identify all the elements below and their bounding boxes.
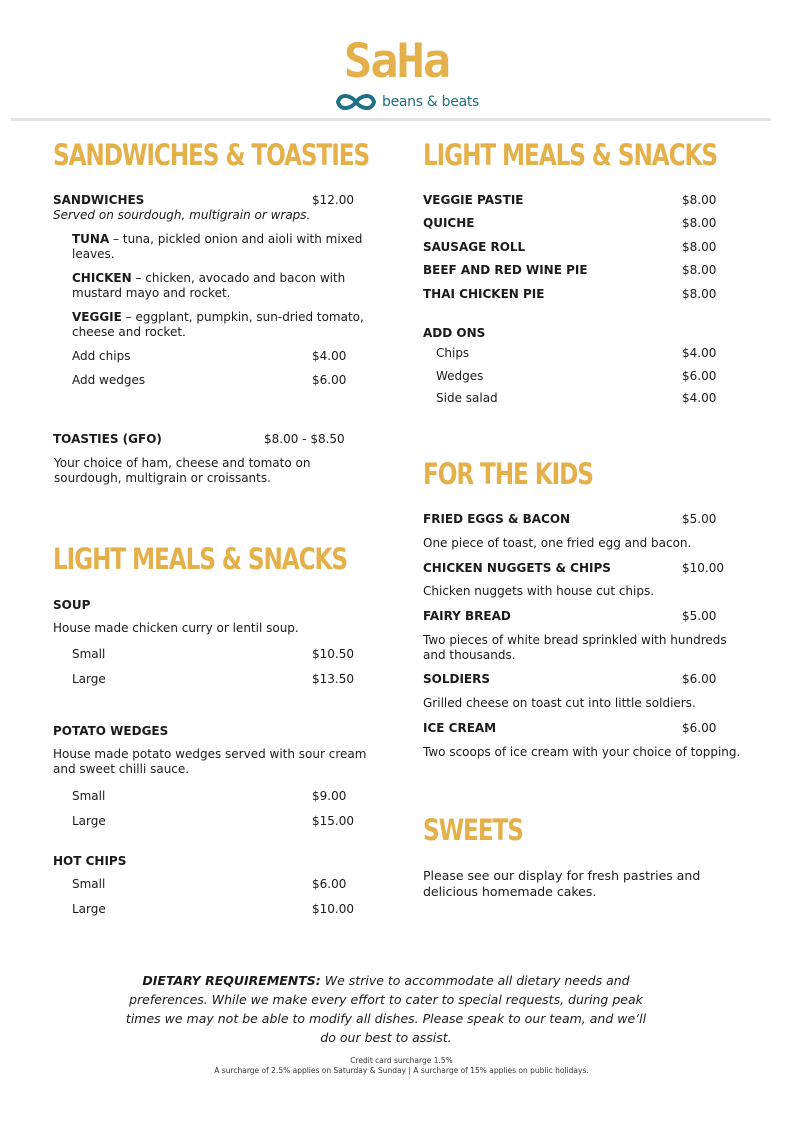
addon-label: Side salad bbox=[436, 391, 498, 405]
kids-item-desc: Chicken nuggets with house cut chips. bbox=[423, 584, 655, 598]
filling-chicken bbox=[72, 271, 367, 301]
kids-item-price: $6.00 bbox=[682, 721, 717, 735]
size-label: Large bbox=[72, 814, 106, 828]
dietary-text: We strive to accommodate all dietary needs and preferences. While we make every effort to cater to special requests, during peak times we may not be able to modify all dishes. Please speak to our team, and we’ll do our best to assist. bbox=[125, 973, 647, 1045]
snack-item-price: $8.00 bbox=[682, 287, 717, 301]
dietary-notice bbox=[120, 971, 652, 1047]
snack-item-price: $8.00 bbox=[682, 240, 717, 254]
kids-item-name: ICE CREAM bbox=[423, 721, 497, 735]
footer-surcharge-card: Credit card surcharge 1.5% bbox=[350, 1056, 453, 1065]
addon-label: Chips bbox=[436, 346, 470, 360]
addon-price: $6.00 bbox=[682, 369, 717, 383]
extra-label: Add chips bbox=[72, 349, 131, 363]
filling-desc: – tuna, pickled onion and aioli with mixed leaves. bbox=[72, 232, 363, 261]
filling-desc: – eggplant, pumpkin, sun-dried tomato, cheese and rocket. bbox=[72, 310, 364, 339]
size-price: $10.00 bbox=[312, 902, 354, 916]
infinity-icon bbox=[334, 91, 378, 113]
snack-item-name: SAUSAGE ROLL bbox=[423, 240, 526, 254]
snack-item-price: $8.00 bbox=[682, 216, 717, 230]
brand-tagline: beans & beats bbox=[382, 94, 480, 110]
filling-name: TUNA bbox=[72, 232, 110, 246]
sweets-desc: Please see our display for fresh pastries and delicious homemade cakes. bbox=[423, 868, 701, 899]
sandwiches-note: Served on sourdough, multigrain or wraps. bbox=[53, 208, 311, 222]
toasties-title: TOASTIES (GFO) bbox=[53, 432, 162, 446]
brand-logo: SaHa bbox=[343, 34, 450, 89]
size-label: Small bbox=[72, 877, 106, 891]
sweets-heading: SWEETS bbox=[423, 813, 523, 847]
size-label: Small bbox=[72, 789, 106, 803]
filling-desc: – chicken, avocado and bacon with mustard mayo and rocket. bbox=[72, 271, 346, 300]
toasties-price: $8.00 - $8.50 bbox=[264, 432, 345, 446]
snack-item-name: BEEF AND RED WINE PIE bbox=[423, 263, 588, 277]
snack-item-price: $8.00 bbox=[682, 263, 717, 277]
kids-item-desc: Grilled cheese on toast cut into little soldiers. bbox=[423, 696, 696, 710]
size-price: $10.50 bbox=[312, 647, 354, 661]
addon-price: $4.00 bbox=[682, 346, 717, 360]
addon-label: Wedges bbox=[436, 369, 484, 383]
size-price: $13.50 bbox=[312, 672, 354, 686]
hot-chips-title: HOT CHIPS bbox=[53, 854, 127, 868]
soup-desc: House made chicken curry or lentil soup. bbox=[53, 621, 299, 635]
light-meals-right-heading: LIGHT MEALS & SNACKS bbox=[423, 138, 717, 172]
extra-price: $6.00 bbox=[312, 373, 347, 387]
kids-item-price: $6.00 bbox=[682, 672, 717, 686]
kids-item-price: $5.00 bbox=[682, 512, 717, 526]
toasties-desc: Your choice of ham, cheese and tomato on sourdough, multigrain or croissants. bbox=[54, 456, 311, 485]
size-label: Large bbox=[72, 672, 106, 686]
light-meals-left-heading: LIGHT MEALS & SNACKS bbox=[53, 542, 347, 576]
snack-item-name: THAI CHICKEN PIE bbox=[423, 287, 545, 301]
filling-veggie bbox=[72, 310, 367, 340]
sandwiches-price: $12.00 bbox=[312, 193, 354, 207]
soup-title: SOUP bbox=[53, 598, 91, 612]
kids-item-desc: One piece of toast, one fried egg and bacon. bbox=[423, 536, 692, 550]
filling-name: CHICKEN bbox=[72, 271, 132, 285]
kids-item-name: CHICKEN NUGGETS & CHIPS bbox=[423, 561, 611, 575]
brand-tagline-row bbox=[334, 90, 479, 114]
filling-name: VEGGIE bbox=[72, 310, 122, 324]
size-label: Large bbox=[72, 902, 106, 916]
footer-surcharge-days: A surcharge of 2.5% applies on Saturday & Sunday | A surcharge of 15% applies on public holidays. bbox=[214, 1066, 589, 1075]
kids-item-name: FRIED EGGS & BACON bbox=[423, 512, 571, 526]
snack-item-name: VEGGIE PASTIE bbox=[423, 193, 524, 207]
addons-title: ADD ONS bbox=[423, 326, 486, 340]
header-divider bbox=[11, 118, 771, 121]
extra-label: Add wedges bbox=[72, 373, 146, 387]
extra-price: $4.00 bbox=[312, 349, 347, 363]
size-price: $9.00 bbox=[312, 789, 347, 803]
addon-price: $4.00 bbox=[682, 391, 717, 405]
wedges-desc: House made potato wedges served with sour cream and sweet chilli sauce. bbox=[53, 747, 367, 776]
sandwiches-heading: SANDWICHES & TOASTIES bbox=[53, 138, 370, 172]
snack-item-price: $8.00 bbox=[682, 193, 717, 207]
kids-item-desc: Two scoops of ice cream with your choice of topping. bbox=[423, 745, 741, 759]
wedges-title: POTATO WEDGES bbox=[53, 724, 169, 738]
kids-item-name: SOLDIERS bbox=[423, 672, 490, 686]
dietary-label: DIETARY REQUIREMENTS: bbox=[142, 973, 321, 988]
snack-item-name: QUICHE bbox=[423, 216, 475, 230]
kids-heading: FOR THE KIDS bbox=[423, 457, 593, 491]
size-price: $15.00 bbox=[312, 814, 354, 828]
sandwiches-title: SANDWICHES bbox=[53, 193, 145, 207]
kids-item-price: $10.00 bbox=[682, 561, 724, 575]
kids-item-name: FAIRY BREAD bbox=[423, 609, 511, 623]
filling-tuna bbox=[72, 232, 367, 262]
kids-item-desc: Two pieces of white bread sprinkled with hundreds and thousands. bbox=[423, 633, 727, 662]
size-label: Small bbox=[72, 647, 106, 661]
size-price: $6.00 bbox=[312, 877, 347, 891]
kids-item-price: $5.00 bbox=[682, 609, 717, 623]
